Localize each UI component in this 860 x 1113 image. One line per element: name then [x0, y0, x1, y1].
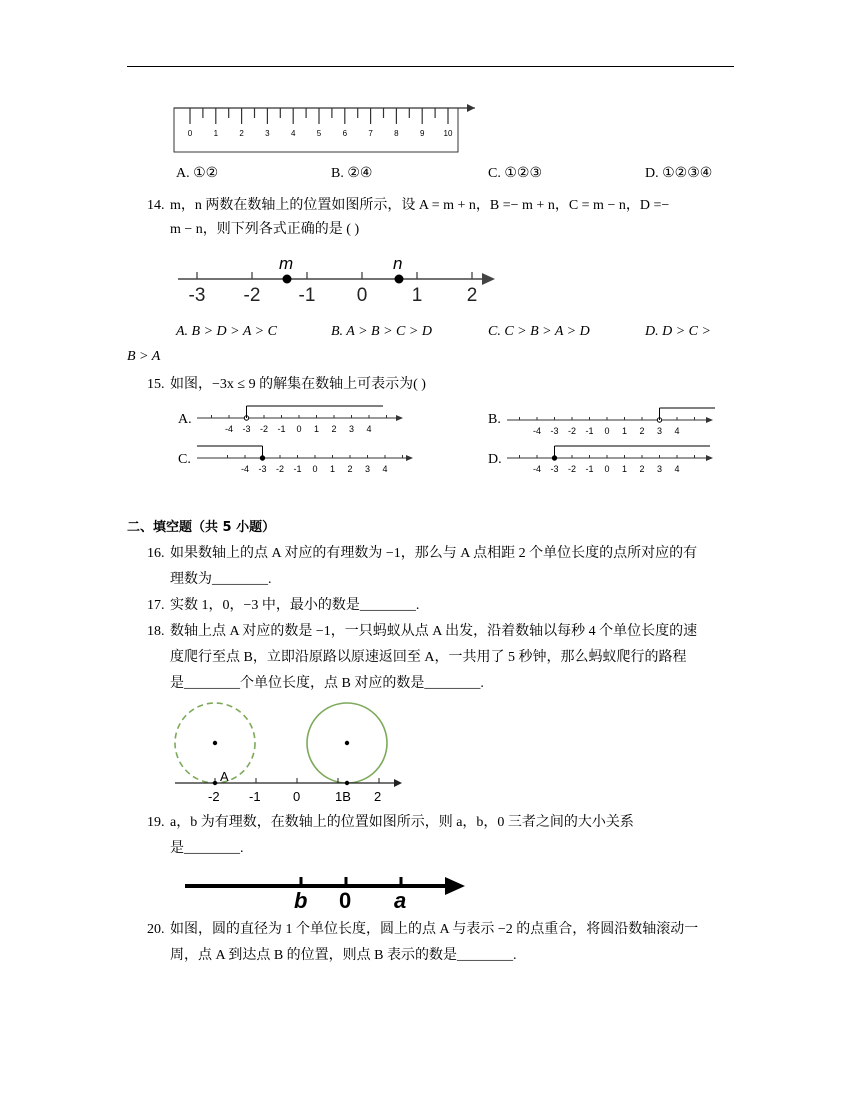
tick-label: 1 [621, 426, 628, 436]
tick-label: 0 [296, 424, 302, 434]
q20-line1: 如图，圆的直径为 1 个单位长度，圆上的点 A 与表示 −2 的点重合，将圆沿数轴滚动一 [170, 922, 699, 937]
point-m-label: m [279, 254, 294, 273]
q17-number: 17. [147, 598, 165, 613]
ruler-label: 5 [316, 129, 322, 138]
tick-label: 4 [674, 464, 680, 474]
q18-line2: 度爬行至点 B，立即沿原路以原速返回至 A，一共用了 5 秒钟，那么蚂蚁爬行的路程 [170, 650, 687, 665]
q15-label-b[interactable]: B. [488, 412, 501, 427]
q18-number: 18. [147, 624, 165, 639]
fig-label-a: A [220, 769, 229, 784]
q14-line2: m − n，则下列各式正确的是 ( ) [170, 222, 360, 237]
tick-label: 3 [656, 464, 663, 474]
ruler-label: 8 [394, 129, 399, 138]
ruler-label: 10 [443, 129, 453, 138]
point-m [283, 275, 292, 284]
tick-label: -3 [550, 464, 559, 474]
tick-label: -2 [567, 426, 577, 436]
q14-option-b[interactable]: B. A > B > C > D [331, 324, 432, 339]
q14-line1: m，n 两数在数轴上的位置如图所示，设 A = m + n，B =− m + n，C = m − n，D =− [170, 198, 670, 213]
q15-line-c [195, 438, 405, 474]
q16-line1: 如果数轴上的点 A 对应的有理数为 −1，那么与 A 点相距 2 个单位长度的点所对应的有 [170, 546, 698, 561]
q19-line2: 是________. [170, 841, 244, 856]
q19-number: 19. [147, 815, 165, 830]
q19-number-line [183, 868, 473, 913]
ruler-label: 4 [290, 129, 296, 138]
ruler-label: 3 [265, 129, 270, 138]
label-b: b [294, 888, 308, 913]
fig-label-neg2: -2 [208, 789, 220, 804]
tick-label: 0 [604, 426, 610, 436]
q15-line-d [505, 438, 717, 474]
tick-label: 4 [382, 464, 388, 474]
q20-number: 20. [147, 922, 165, 937]
point-n [395, 275, 404, 284]
tick-label: -3 [258, 464, 267, 474]
q16-number: 16. [147, 546, 165, 561]
q17-line1: 实数 1，0，−3 中，最小的数是________. [170, 598, 420, 613]
q14-option-a[interactable]: A. B > D > A > C [176, 324, 277, 339]
tick-label: 3 [656, 426, 663, 436]
q13-option-b[interactable]: B. ②④ [331, 166, 373, 181]
ruler-label: 0 [187, 129, 193, 138]
tick-label: 3 [364, 464, 371, 474]
tick-label: -2 [275, 464, 285, 474]
header-rule [127, 66, 734, 67]
tick-label: 1 [329, 464, 336, 474]
tick-label: 2 [347, 464, 353, 474]
tick-label: 0 [312, 464, 318, 474]
tick-label: 4 [674, 426, 680, 436]
q15-label-d[interactable]: D. [488, 452, 502, 467]
q15-label-a[interactable]: A. [178, 412, 192, 427]
tick-label: 0 [604, 464, 610, 474]
circle-roll-figure [170, 700, 410, 810]
tick-label: -1 [585, 464, 594, 474]
tick-label: -3 [242, 424, 251, 434]
section-title: 二、填空题（共 5 小题） [127, 520, 276, 535]
axis-label: -1 [298, 285, 316, 306]
q18-line1: 数轴上点 A 对应的数是 −1，一只蚂蚁从点 A 出发，沿着数轴以每秒 4 个单位长度的速 [170, 624, 698, 639]
q15-stem: 如图，−3x ≤ 9 的解集在数轴上可表示为( ) [170, 377, 426, 392]
tick-label: -2 [567, 464, 577, 474]
q15-line-a [195, 398, 405, 434]
tick-label: 2 [331, 424, 337, 434]
axis-label: 0 [356, 285, 368, 306]
q15-number: 15. [147, 377, 165, 392]
tick-label: -4 [532, 426, 542, 436]
tick-label: -1 [277, 424, 286, 434]
fig-label-neg1: -1 [249, 789, 261, 804]
ruler-label: 1 [213, 129, 219, 138]
fig-label-0: 0 [293, 789, 301, 804]
q19-line1: a，b 为有理数，在数轴上的位置如图所示，则 a，b，0 三者之间的大小关系 [170, 815, 634, 830]
fig-label-2: 2 [374, 789, 382, 804]
point-n-label: n [393, 254, 403, 273]
tick-label: -4 [532, 464, 542, 474]
q20-line2: 周，点 A 到达点 B 的位置，则点 B 表示的数是________. [170, 948, 517, 963]
ruler-label: 6 [342, 129, 348, 138]
q13-option-a[interactable]: A. ①② [176, 166, 219, 181]
q15-line-b [505, 400, 717, 436]
q15-label-c[interactable]: C. [178, 452, 191, 467]
q14-option-d-cont: B > A [127, 349, 161, 364]
axis-label: 2 [466, 285, 478, 306]
ruler-label: 2 [239, 129, 244, 138]
tick-label: 1 [313, 424, 320, 434]
tick-label: -2 [259, 424, 269, 434]
q14-number-line [175, 255, 505, 305]
fig-label-1b: 1B [335, 789, 351, 804]
q16-line2: 理数为________. [170, 572, 272, 587]
ruler-figure [170, 100, 490, 160]
ruler-label: 7 [368, 129, 373, 138]
q13-option-d[interactable]: D. ①②③④ [645, 166, 713, 181]
tick-label: 3 [348, 424, 355, 434]
tick-label: -1 [585, 426, 594, 436]
tick-label: 4 [366, 424, 372, 434]
tick-label: 1 [621, 464, 628, 474]
q13-option-c[interactable]: C. ①②③ [488, 166, 542, 181]
ruler-label: 9 [419, 129, 425, 138]
tick-label: -4 [224, 424, 234, 434]
axis-label: 1 [411, 285, 423, 306]
tick-label: 2 [639, 426, 645, 436]
tick-label: -3 [550, 426, 559, 436]
axis-label: -3 [188, 285, 206, 306]
q14-option-c[interactable]: C. C > B > A > D [488, 324, 590, 339]
tick-label: -1 [293, 464, 302, 474]
q14-option-d[interactable]: D. D > C > [645, 324, 711, 339]
tick-label: -4 [240, 464, 250, 474]
label-0: 0 [339, 888, 352, 913]
tick-label: 2 [639, 464, 645, 474]
label-a: a [394, 888, 407, 913]
q14-number: 14. [147, 198, 165, 213]
q18-line3: 是________个单位长度，点 B 对应的数是________. [170, 676, 484, 691]
axis-label: -2 [243, 285, 261, 306]
